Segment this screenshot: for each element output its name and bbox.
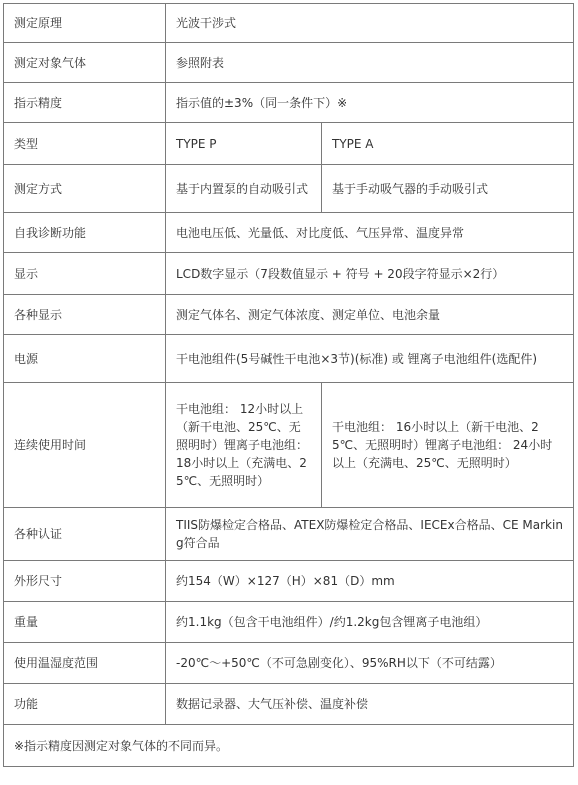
- table-row-method: [4, 165, 574, 213]
- environment-label: 使用温湿度范围: [4, 643, 166, 684]
- table-row-continuous: [4, 383, 574, 508]
- table-row-target: [4, 43, 574, 83]
- type-label: 类型: [4, 123, 166, 165]
- method-label: 测定方式: [4, 165, 166, 213]
- table-row-dimensions: [4, 561, 574, 602]
- table-row-type: [4, 123, 574, 165]
- certification-value: TIIS防爆检定合格品、ATEX防爆检定合格品、IECEx合格品、CE Marking符合品: [166, 508, 574, 561]
- spec-table: [3, 3, 574, 767]
- table-row-diagnosis: [4, 213, 574, 253]
- diagnosis-value: 电池电压低、光量低、对比度低、气压异常、温度异常: [166, 213, 574, 253]
- environment-value: -20℃～+50℃（不可急剧变化）、95%RH以下（不可结露）: [166, 643, 574, 684]
- table-row-principle: [4, 4, 574, 43]
- dimensions-value: 约154（W）×127（H）×81（D）mm: [166, 561, 574, 602]
- display-value: LCD数字显示（7段数值显示 + 符号 + 20段字符显示×2行）: [166, 253, 574, 295]
- method-p-value: 基于内置泵的自动吸引式: [166, 165, 322, 213]
- table-row-environment: [4, 643, 574, 684]
- type-a-value: TYPE A: [322, 123, 574, 165]
- functions-value: 数据记录器、大气压补偿、温度补偿: [166, 684, 574, 725]
- method-a-value: 基于手动吸气器的手动吸引式: [322, 165, 574, 213]
- certification-label: 各种认证: [4, 508, 166, 561]
- power-value: 干电池组件(5号碱性干电池×3节)(标准) 或 锂离子电池组件(选配件): [166, 335, 574, 383]
- accuracy-label: 指示精度: [4, 83, 166, 123]
- principle-value: 光波干涉式: [166, 4, 574, 43]
- target-label: 测定对象气体: [4, 43, 166, 83]
- table-row-display: [4, 253, 574, 295]
- functions-label: 功能: [4, 684, 166, 725]
- power-label: 电源: [4, 335, 166, 383]
- table-row-functions: [4, 684, 574, 725]
- displays-value: 测定气体名、测定气体浓度、测定单位、电池余量: [166, 295, 574, 335]
- continuous-p-value: 干电池组： 12小时以上（新干电池、25℃、无照明时）锂离子电池组： 18小时以上（充满电、25℃、无照明时）: [166, 383, 322, 508]
- accuracy-value: 指示值的±3%（同一条件下）※: [166, 83, 574, 123]
- footnote: ※指示精度因测定对象气体的不同而异。: [4, 725, 574, 767]
- continuous-label: 连续使用时间: [4, 383, 166, 508]
- weight-value: 约1.1kg（包含干电池组件）/约1.2kg包含锂离子电池组）: [166, 602, 574, 643]
- weight-label: 重量: [4, 602, 166, 643]
- table-row-accuracy: [4, 83, 574, 123]
- table-row-weight: [4, 602, 574, 643]
- table-row-displays: [4, 295, 574, 335]
- continuous-a-value: 干电池组： 16小时以上（新干电池、25℃、无照明时）锂离子电池组： 24小时以上（充满电、25℃、无照明时）: [322, 383, 574, 508]
- type-p-value: TYPE P: [166, 123, 322, 165]
- table-row-footnote: [4, 725, 574, 767]
- display-label: 显示: [4, 253, 166, 295]
- diagnosis-label: 自我诊断功能: [4, 213, 166, 253]
- target-value: 参照附表: [166, 43, 574, 83]
- principle-label: 测定原理: [4, 4, 166, 43]
- displays-label: 各种显示: [4, 295, 166, 335]
- dimensions-label: 外形尺寸: [4, 561, 166, 602]
- table-row-power: [4, 335, 574, 383]
- table-row-certification: [4, 508, 574, 561]
